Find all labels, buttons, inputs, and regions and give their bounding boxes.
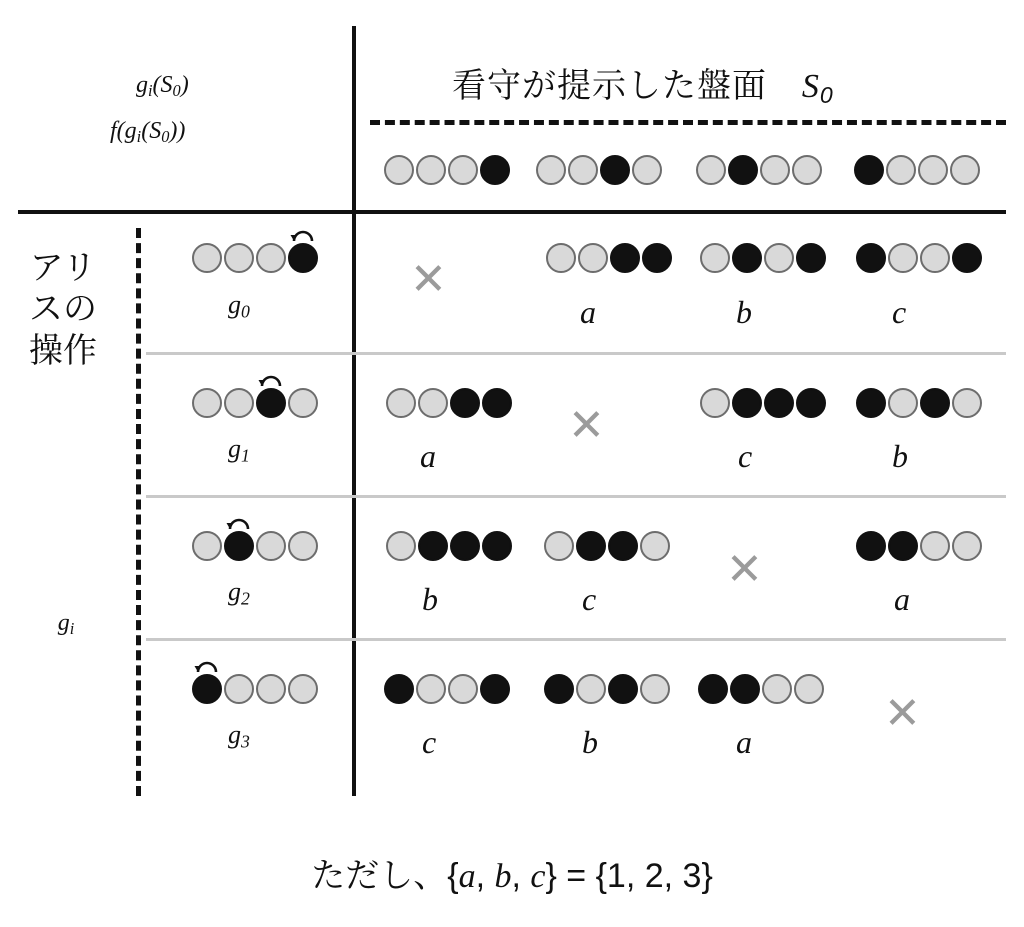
header-title [452, 58, 834, 109]
white-coin [886, 155, 916, 185]
white-coin [640, 674, 670, 704]
cell-1-2-label: c [738, 438, 753, 474]
black-coin [856, 531, 886, 561]
footer-a: a [458, 858, 476, 895]
black-coin [288, 243, 318, 273]
cell-3-0-coins [384, 674, 510, 704]
cell-2-0-coins [386, 531, 512, 561]
column-divider [352, 26, 356, 796]
cell-3-3-empty-mark: ✕ [884, 689, 921, 738]
white-coin [288, 531, 318, 561]
white-coin [192, 531, 222, 561]
row-1-operation-coins [192, 388, 318, 418]
row-separator [146, 495, 1006, 498]
black-coin [854, 155, 884, 185]
row-label-f-of-g-of-s0: $f(g_i(S_0))$ [110, 118, 186, 147]
black-coin [482, 388, 512, 418]
black-coin [480, 674, 510, 704]
white-coin [762, 674, 792, 704]
white-coin [288, 674, 318, 704]
white-coin [256, 243, 286, 273]
s0-col-0-coins [384, 155, 510, 185]
cell-2-0-label: b [422, 581, 438, 617]
flip-target [256, 388, 286, 418]
white-coin [224, 674, 254, 704]
black-coin [610, 243, 640, 273]
white-coin [544, 531, 574, 561]
black-coin [920, 388, 950, 418]
black-coin [450, 388, 480, 418]
black-coin [544, 674, 574, 704]
cell-0-2-label: b [736, 294, 752, 330]
white-coin [224, 243, 254, 273]
cell-1-2-coins [700, 388, 826, 418]
white-coin [640, 531, 670, 561]
white-coin [632, 155, 662, 185]
cell-0-3-coins [856, 243, 982, 273]
row-separator [146, 638, 1006, 641]
cell-1-3-coins [856, 388, 982, 418]
cell-1-1-empty-mark: ✕ [568, 401, 605, 450]
footer-b: b [494, 858, 512, 895]
row-label-g-of-s0: $g_i(S_0)$ [136, 72, 189, 101]
footer-prefix: ただし、{ [311, 857, 459, 895]
black-coin [576, 531, 606, 561]
cell-0-2-coins [700, 243, 826, 273]
row-2-name: $g_2$ [228, 577, 250, 609]
white-coin [386, 388, 416, 418]
black-coin [418, 531, 448, 561]
white-coin [192, 243, 222, 273]
black-coin [796, 388, 826, 418]
white-coin [288, 388, 318, 418]
header-title-text: 看守が提示した盤面 [452, 67, 767, 105]
white-coin [386, 531, 416, 561]
flip-arrow-icon [194, 652, 220, 674]
white-coin [576, 674, 606, 704]
cell-3-2-coins [698, 674, 824, 704]
white-coin [384, 155, 414, 185]
black-coin [888, 531, 918, 561]
row-0-operation-coins [192, 243, 318, 273]
cell-2-1-label: c [582, 581, 597, 617]
row-separator [146, 352, 1006, 355]
white-coin [448, 674, 478, 704]
flip-arrow-icon [290, 221, 316, 243]
white-coin [888, 243, 918, 273]
dashed-divider-top [370, 120, 1006, 125]
black-coin [608, 531, 638, 561]
white-coin [536, 155, 566, 185]
white-coin [578, 243, 608, 273]
white-coin [416, 674, 446, 704]
black-coin [192, 674, 222, 704]
footer-c: c [530, 858, 546, 895]
row-2-operation-coins [192, 531, 318, 561]
white-coin [416, 155, 446, 185]
flip-target [192, 674, 222, 704]
white-coin [224, 388, 254, 418]
footer-suffix: } = {1, 2, 3} [545, 857, 713, 895]
flip-arrow-icon [258, 366, 284, 388]
white-coin [568, 155, 598, 185]
flip-arrow-icon [226, 509, 252, 531]
white-coin [952, 531, 982, 561]
white-coin [764, 243, 794, 273]
black-coin [856, 243, 886, 273]
white-coin [546, 243, 576, 273]
white-coin [448, 155, 478, 185]
white-coin [256, 674, 286, 704]
black-coin [600, 155, 630, 185]
row-0-name: $g_0$ [228, 290, 250, 322]
white-coin [920, 243, 950, 273]
cell-1-0-coins [386, 388, 512, 418]
cell-3-1-coins [544, 674, 670, 704]
cell-2-1-coins [544, 531, 670, 561]
flip-target [288, 243, 318, 273]
black-coin [732, 388, 762, 418]
black-coin [728, 155, 758, 185]
black-coin [256, 388, 286, 418]
black-coin [952, 243, 982, 273]
black-coin [642, 243, 672, 273]
white-coin [700, 243, 730, 273]
black-coin [730, 674, 760, 704]
white-coin [696, 155, 726, 185]
footer-note: ただし、{a, b, c} = {1, 2, 3} [311, 857, 713, 895]
white-coin [256, 531, 286, 561]
cell-1-3-label: b [892, 438, 908, 474]
cell-3-2-label: a [736, 724, 752, 760]
cell-0-1-coins [546, 243, 672, 273]
cell-1-0-label: a [420, 438, 436, 474]
row-3-name: $g_3$ [228, 720, 250, 752]
header-body-divider [18, 210, 1006, 214]
cell-0-0-empty-mark: ✕ [410, 255, 447, 304]
black-coin [796, 243, 826, 273]
black-coin [384, 674, 414, 704]
white-coin [192, 388, 222, 418]
header-title-symbol-sub: 0 [819, 81, 834, 108]
black-coin [450, 531, 480, 561]
white-coin [700, 388, 730, 418]
cell-0-1-label: a [580, 294, 596, 330]
side-label-gi: $g_i$ [57, 610, 75, 639]
black-coin [698, 674, 728, 704]
cell-3-0-label: c [422, 724, 437, 760]
dashed-divider-left [136, 228, 141, 796]
white-coin [792, 155, 822, 185]
s0-col-2-coins [696, 155, 822, 185]
cell-2-3-coins [856, 531, 982, 561]
cell-2-2-empty-mark: ✕ [726, 545, 763, 594]
white-coin [918, 155, 948, 185]
black-coin [480, 155, 510, 185]
side-label-alice-operation: アリスの操作 [29, 249, 97, 370]
flip-target [224, 531, 254, 561]
header-title-symbol: S [801, 68, 820, 105]
black-coin [224, 531, 254, 561]
cell-3-1-label: b [582, 724, 598, 760]
white-coin [950, 155, 980, 185]
white-coin [952, 388, 982, 418]
white-coin [888, 388, 918, 418]
white-coin [760, 155, 790, 185]
row-1-name: $g_1$ [228, 434, 250, 466]
white-coin [794, 674, 824, 704]
s0-col-3-coins [854, 155, 980, 185]
black-coin [732, 243, 762, 273]
cell-0-3-label: c [892, 294, 907, 330]
black-coin [608, 674, 638, 704]
cell-2-3-label: a [894, 581, 910, 617]
black-coin [764, 388, 794, 418]
row-3-operation-coins [192, 674, 318, 704]
white-coin [418, 388, 448, 418]
white-coin [920, 531, 950, 561]
black-coin [482, 531, 512, 561]
black-coin [856, 388, 886, 418]
s0-col-1-coins [536, 155, 662, 185]
